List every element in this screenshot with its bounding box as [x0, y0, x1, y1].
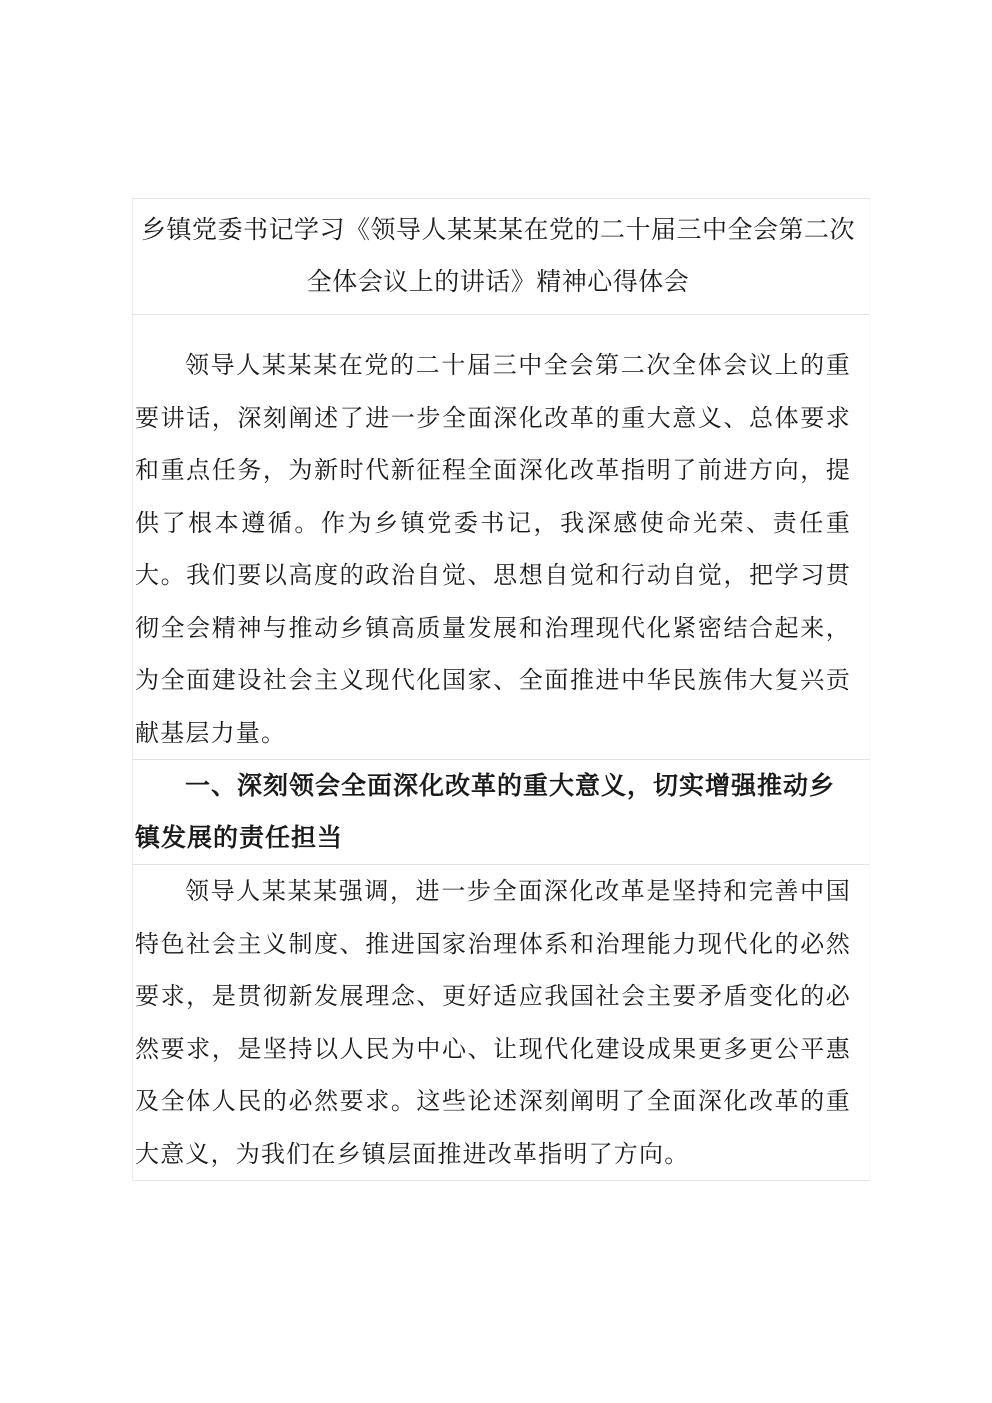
- document-page: [132, 198, 870, 1181]
- document-title: 乡镇党委书记学习《领导人某某某在党的二十届三中全会第二次全体会议上的讲话》精神心得体会: [140, 215, 855, 296]
- section-heading-block: [132, 759, 870, 864]
- intro-paragraph: 领导人某某某在党的二十届三中全会第二次全体会议上的重要讲话，深刻阐述了进一步全面深化改革的重大意义、总体要求和重点任务，为新时代新征程全面深化改革指明了前进方向，提供了根本遵循。作为乡镇党委书记，我深感使命光荣、责任重大。我们要以高度的政治自觉、思想自觉和行动自觉，把学习贯彻全会精神与推动乡镇高质量发展和治理现代化紧密结合起来，为全面建设社会主义现代化国家、全面推进中华民族伟大复兴贡献基层力量。: [135, 351, 851, 747]
- spacer: [133, 315, 869, 339]
- title-block: [132, 198, 870, 314]
- section-heading: 一、深刻领会全面深化改革的重大意义，切实增强推动乡镇发展的责任担当: [135, 771, 836, 852]
- intro-block: [132, 314, 870, 759]
- section-paragraph: 领导人某某某强调，进一步全面深化改革是坚持和完善中国特色社会主义制度、推进国家治理体系和治理能力现代化的必然要求，是贯彻新发展理念、更好适应我国社会主要矛盾变化的必然要求，是坚持以人民为中心、让现代化建设成果更多更公平惠及全体人民的必然要求。这些论述深刻阐明了全面深化改革的重大意义，为我们在乡镇层面推进改革指明了方向。: [135, 877, 851, 1168]
- section-body-block: [132, 864, 870, 1181]
